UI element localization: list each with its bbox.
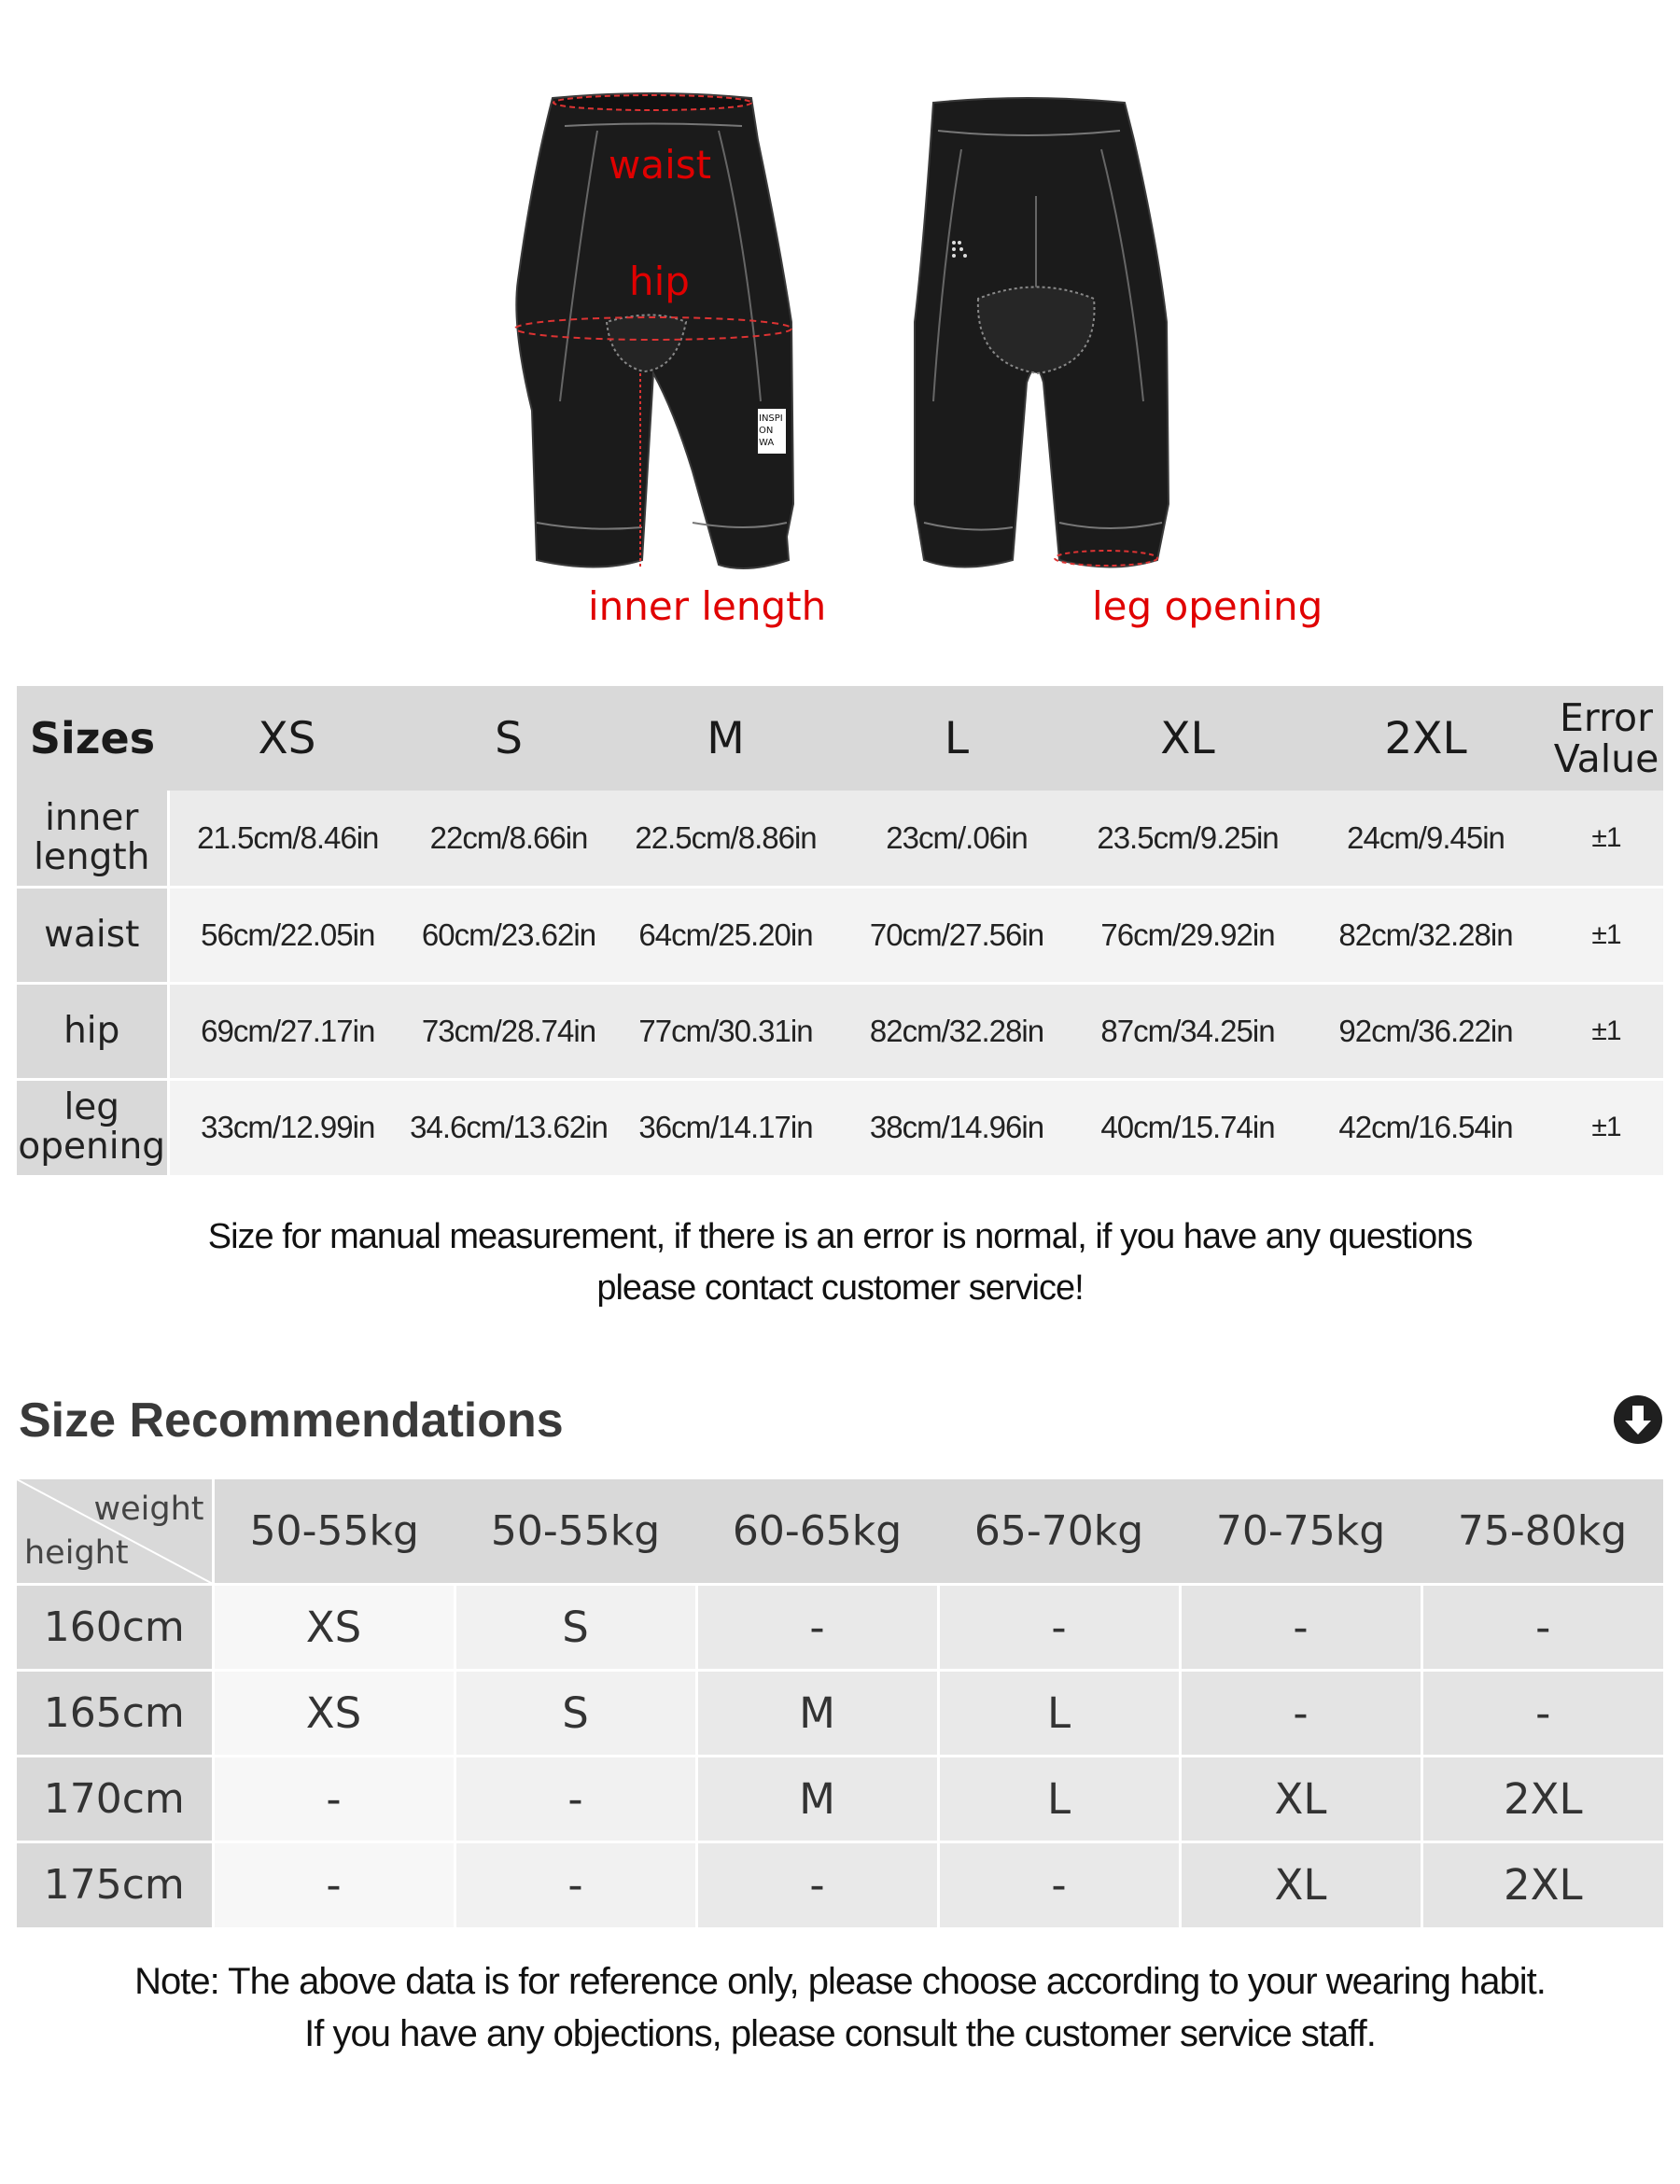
row-label-line: waist: [44, 913, 140, 956]
table-cell: M: [696, 1670, 938, 1756]
height-row-label: 165cm: [17, 1670, 213, 1756]
table-cell: 82cm/32.28in: [1302, 887, 1549, 983]
size-header-l: L: [944, 712, 970, 764]
shorts-print-line3: WA: [759, 438, 775, 448]
table-row: [17, 1079, 1663, 1175]
table-cell: 38cm/14.96in: [840, 1079, 1073, 1175]
size-header-xl: XL: [1160, 712, 1215, 764]
size-header-s: S: [495, 712, 523, 764]
table-cell: -: [213, 1841, 455, 1927]
table-cell: 70cm/27.56in: [840, 887, 1073, 983]
weight-header: 75-80kg: [1457, 1506, 1628, 1555]
table-cell: 87cm/34.25in: [1073, 983, 1302, 1079]
footer-note-line2: If you have any objections, please consult the customer service staff.: [304, 2013, 1376, 2054]
size-recommendation-table: [17, 1479, 1663, 1927]
row-label-line: opening: [18, 1126, 166, 1169]
height-row-label: 170cm: [17, 1756, 213, 1841]
row-label-waist: [17, 887, 168, 983]
inner-length-label: inner length: [588, 583, 827, 629]
table-cell: -: [1180, 1670, 1421, 1756]
table-cell: L: [938, 1670, 1180, 1756]
table-cell: 77cm/30.31in: [611, 983, 840, 1079]
table-cell: XL: [1180, 1841, 1421, 1927]
sizes-corner-header: Sizes: [29, 713, 156, 763]
table-cell: 56cm/22.05in: [168, 887, 406, 983]
table-cell: 24cm/9.45in: [1302, 791, 1549, 887]
weight-header: 65-70kg: [973, 1506, 1144, 1555]
arrow-down-circle-icon: [1613, 1394, 1663, 1449]
table-cell: 82cm/32.28in: [840, 983, 1073, 1079]
table-cell: -: [455, 1756, 696, 1841]
weight-axis-label: weight: [93, 1491, 204, 1528]
table-cell: 2XL: [1421, 1841, 1663, 1927]
row-label-hip: [17, 983, 168, 1079]
table-cell: S: [455, 1584, 696, 1670]
error-cell: ±1: [1549, 791, 1663, 887]
table-row: [17, 1841, 1663, 1927]
table-cell: 34.6cm/13.62in: [406, 1079, 611, 1175]
table-cell: 21.5cm/8.46in: [168, 791, 406, 887]
size-header-m: M: [707, 712, 745, 764]
table-row: [17, 1670, 1663, 1756]
table-cell: 69cm/27.17in: [168, 983, 406, 1079]
row-label-line: leg: [63, 1086, 120, 1129]
table-cell: -: [938, 1841, 1180, 1927]
height-row-label: 160cm: [17, 1584, 213, 1670]
table-cell: M: [696, 1756, 938, 1841]
table-cell: -: [213, 1756, 455, 1841]
table-cell: 40cm/15.74in: [1073, 1079, 1302, 1175]
table-row: [17, 983, 1663, 1079]
table-cell: 76cm/29.92in: [1073, 887, 1302, 983]
table-cell: 2XL: [1421, 1756, 1663, 1841]
row-label-inner-length: [17, 791, 168, 887]
weight-header-row: [17, 1479, 1663, 1584]
table-cell: XS: [213, 1670, 455, 1756]
hip-label: hip: [629, 259, 690, 304]
table-cell: 23.5cm/9.25in: [1073, 791, 1302, 887]
table-cell: 73cm/28.74in: [406, 983, 611, 1079]
weight-header: 60-65kg: [732, 1506, 903, 1555]
shorts-print-line2: ON: [759, 426, 774, 436]
height-row-label: 175cm: [17, 1841, 213, 1927]
size-chart-table: [17, 686, 1663, 1175]
size-note-line1: Size for manual measurement, if there is an error is normal, if you have any questions: [207, 1217, 1473, 1256]
size-header-row: [17, 686, 1663, 791]
table-cell: 22.5cm/8.86in: [611, 791, 840, 887]
weight-header: 50-55kg: [249, 1506, 419, 1555]
table-cell: -: [938, 1584, 1180, 1670]
error-cell: ±1: [1549, 983, 1663, 1079]
weight-header: 70-75kg: [1215, 1506, 1386, 1555]
table-cell: XS: [213, 1584, 455, 1670]
footer-note-line1: Note: The above data is for reference only, please choose according to your wearing habit.: [134, 1961, 1546, 2002]
size-note-line2: please contact customer service!: [596, 1268, 1084, 1308]
size-header-xs: XS: [258, 712, 316, 764]
table-row: [17, 887, 1663, 983]
table-cell: -: [455, 1841, 696, 1927]
table-cell: S: [455, 1670, 696, 1756]
table-cell: -: [1180, 1584, 1421, 1670]
table-cell: 42cm/16.54in: [1302, 1079, 1549, 1175]
table-cell: 92cm/36.22in: [1302, 983, 1549, 1079]
weight-height-corner: [17, 1479, 213, 1584]
shorts-illustration: [0, 0, 1680, 672]
table-cell: XL: [1180, 1756, 1421, 1841]
height-axis-label: height: [24, 1533, 129, 1572]
table-row: [17, 1584, 1663, 1670]
back-shorts-view: [915, 98, 1169, 567]
error-value-header: [1549, 686, 1663, 791]
error-header-line2: Value: [1553, 736, 1659, 781]
table-row: [17, 791, 1663, 887]
size-recommendations-title: Size Recommendations: [19, 1393, 564, 1448]
shorts-drawing: [0, 0, 1680, 672]
error-header-line1: Error: [1560, 695, 1653, 740]
table-cell: 64cm/25.20in: [611, 887, 840, 983]
table-cell: 36cm/14.17in: [611, 1079, 840, 1175]
table-cell: 23cm/.06in: [840, 791, 1073, 887]
size-header-2xl: 2XL: [1384, 712, 1467, 764]
error-cell: ±1: [1549, 887, 1663, 983]
shorts-print-line1: INSPI: [759, 413, 783, 424]
table-cell: L: [938, 1756, 1180, 1841]
table-cell: 22cm/8.66in: [406, 791, 611, 887]
leg-opening-label: leg opening: [1092, 583, 1323, 629]
weight-header: 50-55kg: [490, 1506, 661, 1555]
error-cell: ±1: [1549, 1079, 1663, 1175]
table-cell: -: [1421, 1670, 1663, 1756]
row-label-line: inner: [45, 796, 139, 839]
row-label-line: hip: [63, 1009, 120, 1052]
row-label-line: length: [34, 835, 150, 878]
waist-label: waist: [609, 142, 712, 188]
table-row: [17, 1756, 1663, 1841]
table-cell: -: [696, 1841, 938, 1927]
table-cell: 60cm/23.62in: [406, 887, 611, 983]
table-cell: -: [696, 1584, 938, 1670]
table-cell: 33cm/12.99in: [168, 1079, 406, 1175]
table-cell: -: [1421, 1584, 1663, 1670]
row-label-leg-opening: [17, 1079, 168, 1175]
